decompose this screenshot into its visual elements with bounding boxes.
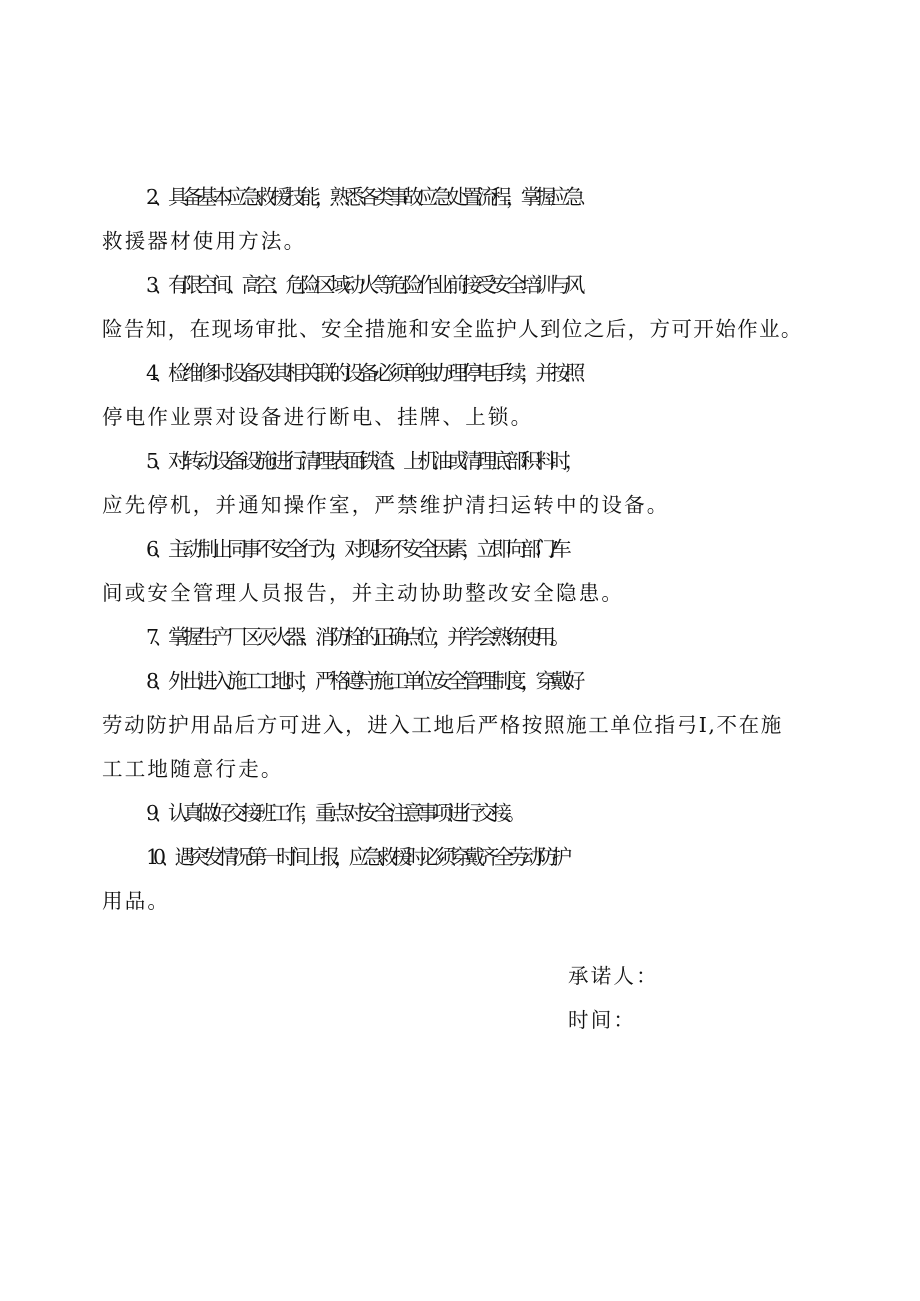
promisor-label: 承诺人：	[568, 964, 659, 988]
item-4-line-1: 4、检维修时设备及其相关联的设备必须单独办理停电手续，并按照	[146, 361, 580, 385]
item-6-line-1: 6、主动制止同事不安全行为，对现场不安全因素，立即向部门/车	[146, 537, 566, 561]
item-2-line-1: 2、具备基本应急救援技能，熟悉各类事故应急处置流程，掌握应急	[146, 185, 580, 209]
item-8-line-2: 劳动防护用品后方可进入，进入工地后严格按照施工单位指弓I,不在施	[102, 713, 783, 737]
item-6-line-2: 间或安全管理人员报告，并主动协助整改安全隐患。	[102, 581, 625, 605]
item-3-line-1: 3、有限空间、高空、危险区域动火等危险作业前接受安全培训与风	[146, 273, 580, 297]
item-10-line-1: 10、遇突发情况第一时间上报，应急救援时必须穿戴齐全劳动防护	[146, 845, 567, 869]
item-3-line-2: 险告知，在现场审批、安全措施和安全监护人到位之后，方可开始作业。	[102, 317, 803, 341]
item-8-line-1: 8、外出进入施工工地时，严格遵守施工单位安全管理制度，穿戴好	[146, 669, 580, 693]
item-10-line-2: 用品。	[102, 889, 171, 913]
time-label: 时间：	[568, 1008, 637, 1032]
item-8-line-3: 工工地随意行走。	[102, 757, 284, 781]
item-7-line-1: 7、掌握生产厂区灭火器、消防栓的正确点位，并学会熟练使用。	[146, 625, 565, 649]
item-5-line-2: 应先停机，并通知操作室，严禁维护清扫运转中的设备。	[102, 493, 670, 517]
item-5-line-1: 5、对转动设备设施进行清理表面铁渣、上机油或清理底部积料时，	[146, 449, 580, 473]
item-9-line-1: 9、认真做好交接班工作，重点对安全注意事项进行交接。	[146, 801, 521, 825]
item-4-line-2: 停电作业票对设备进行断电、挂牌、上锁。	[102, 405, 534, 429]
item-2-line-2: 救援器材使用方法。	[102, 229, 307, 253]
